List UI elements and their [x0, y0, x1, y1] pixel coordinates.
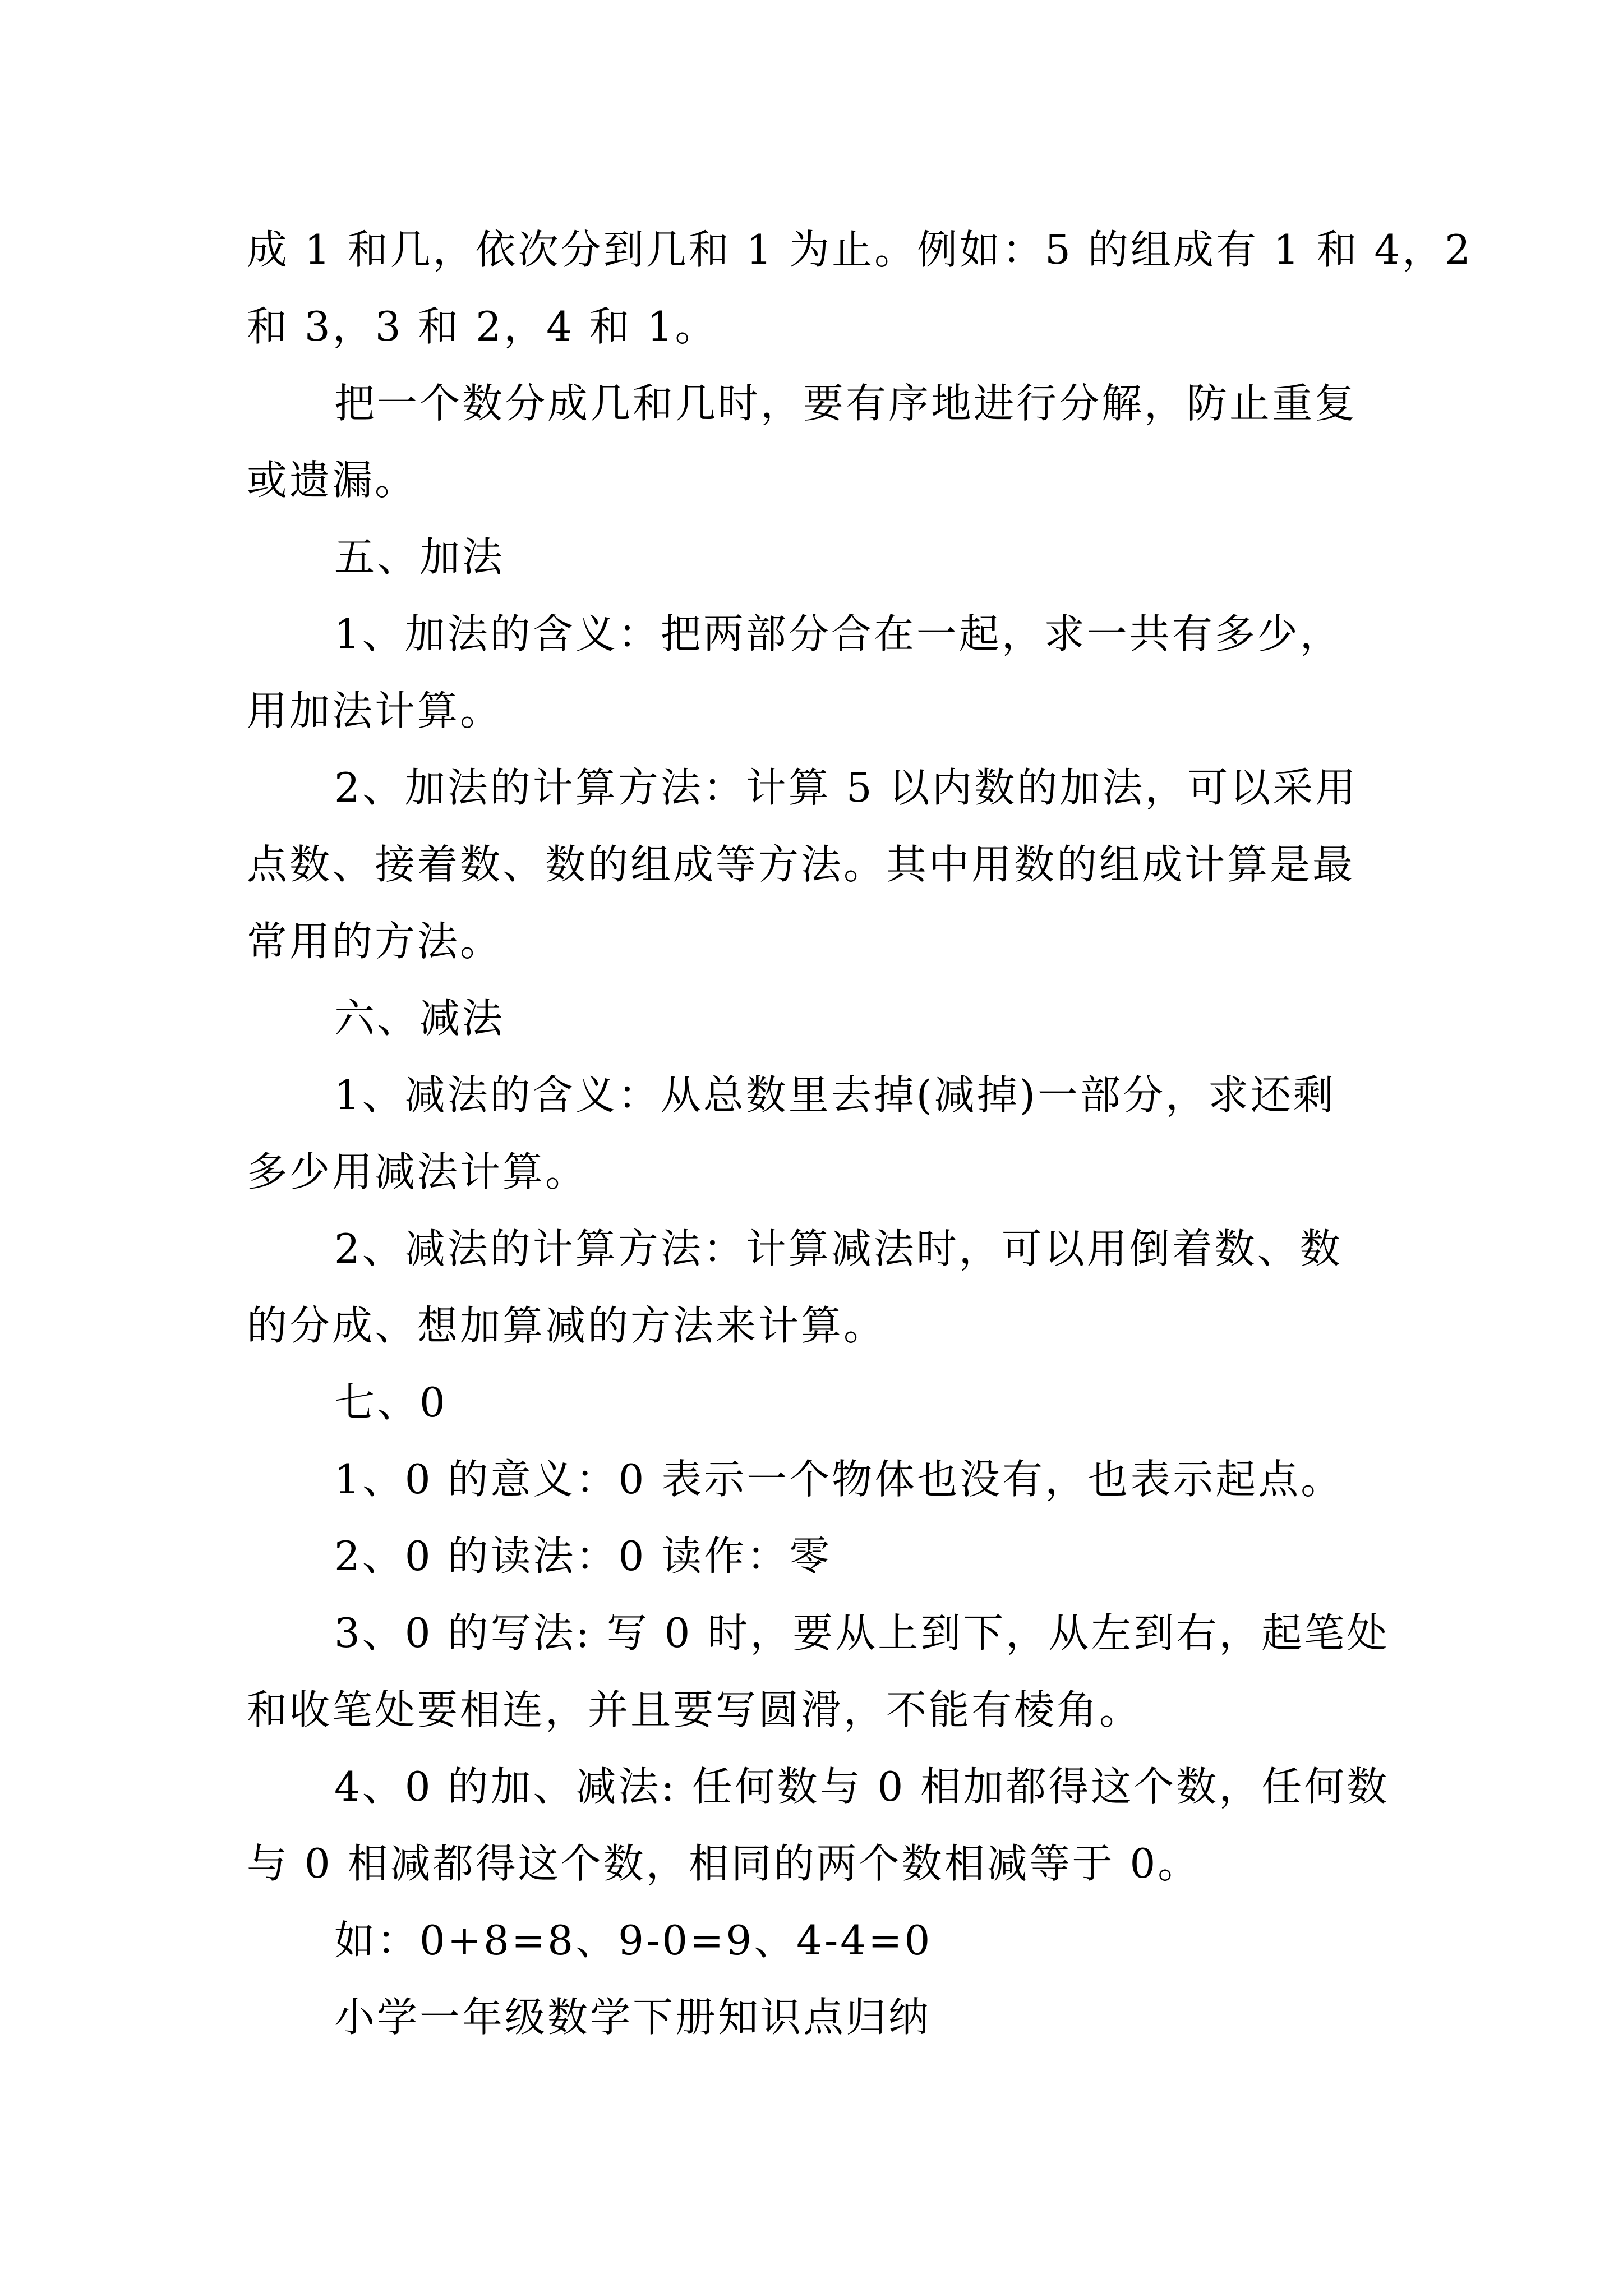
text-line: 4、0 的加、减法: 任何数与 0 相加都得这个数，任何数: [334, 1763, 1390, 1810]
text-line: 1、加法的含义：把两部分合在一起，求一共有多少，: [334, 610, 1343, 657]
text-line: 1、减法的含义：从总数里去掉(减掉)一部分，求还剩: [334, 1071, 1336, 1119]
text-line: 小学一年级数学下册知识点归纳: [334, 1994, 932, 2041]
text-line: 常用的方法。: [247, 918, 503, 965]
text-line: 把一个数分成几和几时，要有序地进行分解，防止重复: [334, 380, 1358, 427]
text-line: 2、0 的读法：0 读作：零: [334, 1533, 832, 1580]
text-line: 点数、接着数、数的组成等方法。其中用数的组成计算是最: [247, 841, 1355, 888]
text-line: 和收笔处要相连，并且要写圆滑，不能有棱角。: [247, 1686, 1142, 1733]
text-line: 2、加法的计算方法：计算 5 以内数的加法，可以采用: [334, 764, 1358, 811]
text-line: 和 3，3 和 2，4 和 1。: [247, 303, 718, 350]
text-line: 3、0 的写法: 写 0 时，要从上到下，从左到右，起笔处: [334, 1609, 1390, 1657]
text-line: 用加法计算。: [247, 687, 503, 734]
text-line: 与 0 相减都得这个数，相同的两个数相减等于 0。: [247, 1840, 1201, 1887]
section-heading: 六、减法: [334, 995, 505, 1042]
text-line: 成 1 和几，依次分到几和 1 为止。例如：5 的组成有 1 和 4，2: [247, 226, 1473, 273]
section-heading: 五、加法: [334, 533, 505, 581]
text-line: 2、减法的计算方法：计算减法时，可以用倒着数、数: [334, 1225, 1343, 1272]
text-line: 的分成、想加算减的方法来计算。: [247, 1302, 887, 1349]
text-line: 1、0 的意义：0 表示一个物体也没有，也表示起点。: [334, 1456, 1344, 1503]
section-heading: 七、0: [334, 1379, 448, 1426]
text-line: 或遗漏。: [247, 457, 418, 504]
text-line: 如：0+8=8、9-0=9、4-4=0: [334, 1917, 933, 1964]
text-line: 多少用减法计算。: [247, 1148, 588, 1195]
